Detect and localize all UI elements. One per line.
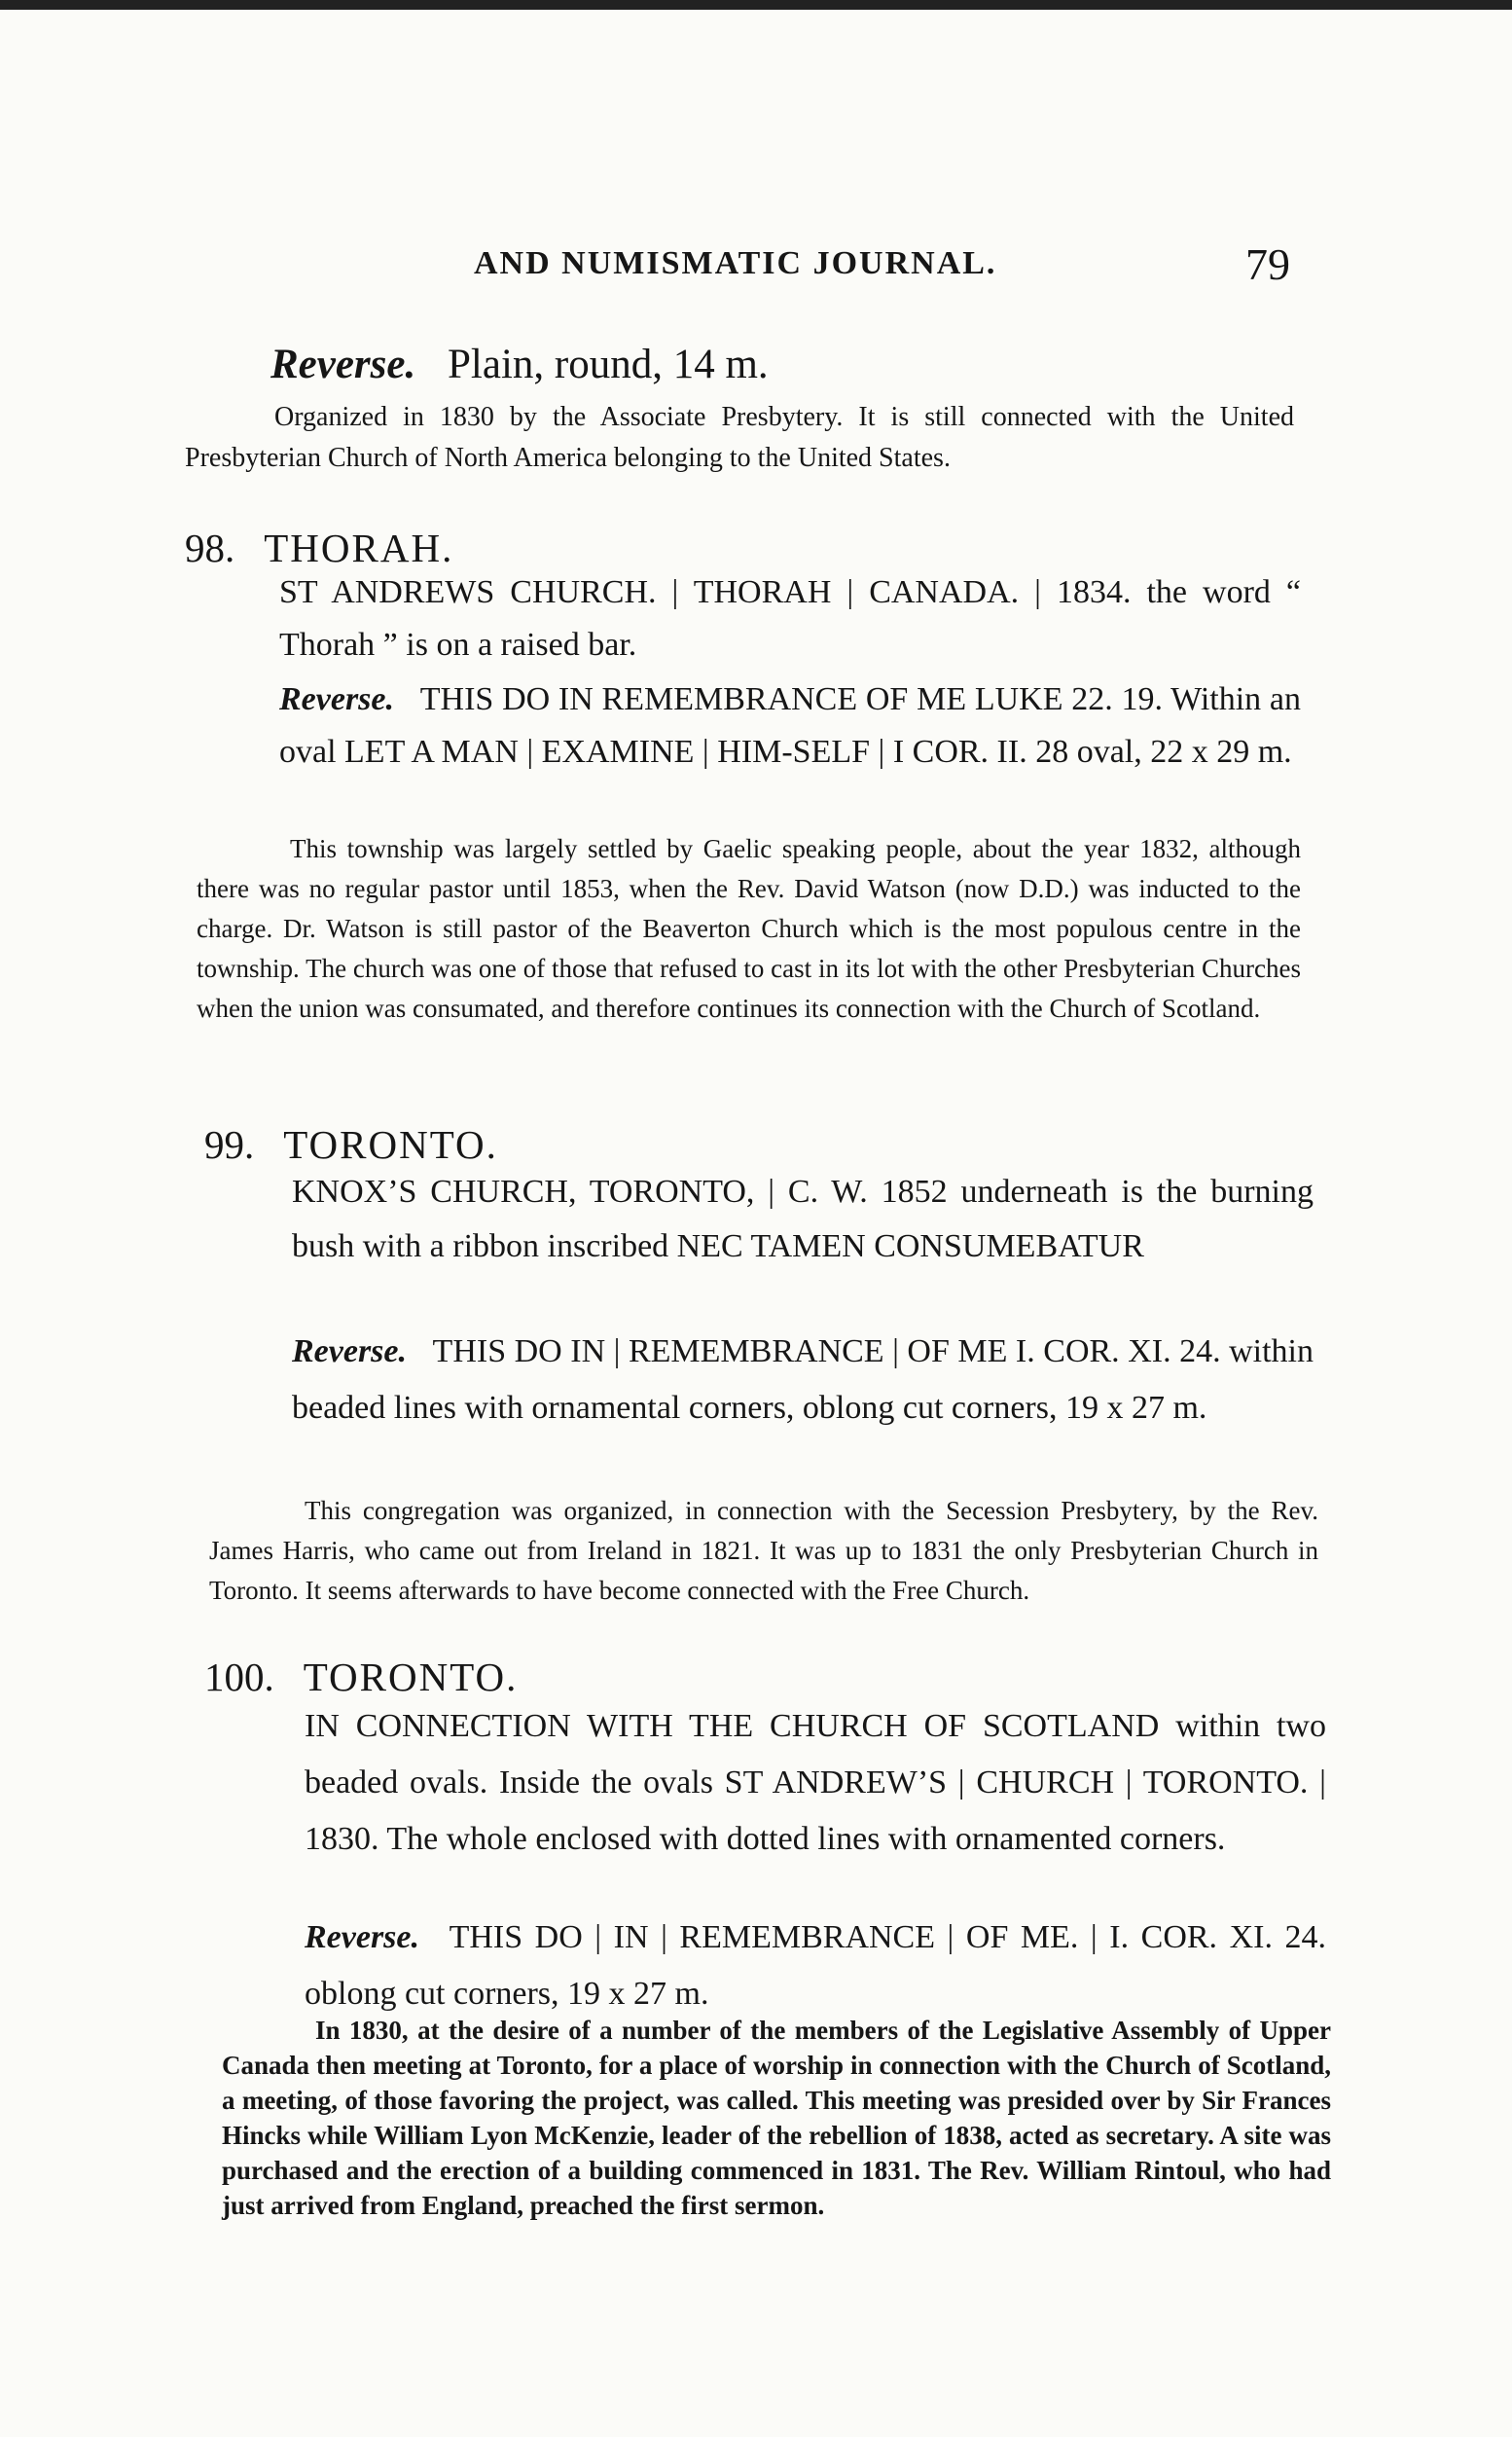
entry-98-obverse: ST ANDREWS CHURCH. | THORAH | CANADA. | 1834. the word “ Thorah ” is on a raised bar. [279, 574, 1301, 663]
reverse-label: Reverse. [270, 342, 416, 387]
entry-99-heading [204, 1117, 1275, 1172]
entry-98-note: This township was largely settled by Gaelic speaking people, about the year 1832, although there was no regular pastor until 1853, when the Rev. David Watson (now D.D.) was inducted to the charge. Dr. Watson is still pastor of the Beaverton Church which is the most populous centre in the township. The church was one of those that refused to cast in its lot with the other Presbyterian Churches when the union was consumated, and therefore continues its connection with the Church of Scotland. [197, 834, 1301, 1023]
entry-place: THORAH. [264, 526, 454, 570]
entry-100-heading [204, 1650, 1275, 1704]
intro-note: Organized in 1830 by the Associate Presbytery. It is still connected with the United Presbyterian Church of North America belonging to the United States. [185, 402, 1294, 473]
entry-100-obverse: IN CONNECTION WITH THE CHURCH OF SCOTLAND within two beaded ovals. Inside the ovals ST ANDREW’S | CHURCH | TORONTO. | 1830. The whole enclosed with dotted lines with ornamented corners. [305, 1708, 1326, 1857]
reverse-label: Reverse. [305, 1919, 420, 1955]
page-number: 79 [1245, 239, 1290, 289]
entry-number: 98. [185, 526, 235, 570]
entry-99-note: This congregation was organized, in connection with the Secession Presbytery, by the Rev. James Harris, who came out from Ireland in 1821. It was up to 1831 the only Presbyterian Church in Toronto. It seems afterwards to have become connected with the Free Church. [209, 1496, 1318, 1605]
entry-100-note: In 1830, at the desire of a number of the members of the Legislative Assembly of Upper Canada then meeting at Toronto, for a place of worship in connection with the Church of Scotland, a meeting, of those favoring the project, was called. This meeting was presided over by Sir Frances Hincks while William Lyon McKenzie, leader of the rebellion of 1838, acted as secretary. A site was purchased and the erection of a building commenced in 1831. The Rev. William Rintoul, who had just arrived from England, preached the first sermon. [222, 2016, 1331, 2220]
running-head: AND NUMISMATIC JOURNAL. [474, 245, 997, 281]
reverse-text: THIS DO | IN | REMEMBRANCE | OF ME. | I. COR. XI. 24. oblong cut corners, 19 x 27 m. [305, 1919, 1327, 2012]
entry-place: TORONTO. [303, 1655, 519, 1699]
reverse-text: THIS DO IN | REMEMBRANCE | OF ME I. COR. XI. 24. within beaded lines with ornamental corners, oblong cut corners, 19 x 27 m. [292, 1333, 1314, 1426]
entry-number: 99. [204, 1122, 255, 1167]
reverse-label: Reverse. [292, 1333, 408, 1369]
entry-100-reverse [305, 1910, 1326, 2022]
entry-99-reverse [292, 1324, 1314, 1437]
reverse-label: Reverse. [279, 681, 395, 717]
entry-98-reverse [279, 673, 1301, 779]
entry-place: TORONTO. [283, 1122, 498, 1167]
entry-number: 100. [204, 1655, 274, 1699]
entry-99-obverse: KNOX’S CHURCH, TORONTO, | C. W. 1852 underneath is the burning bush with a ribbon inscribed NEC TAMEN CONSUMEBATUR [292, 1174, 1314, 1264]
intro-reverse-line [270, 336, 1302, 394]
reverse-text: THIS DO IN REMEMBRANCE OF ME LUKE 22. 19. Within an oval LET A MAN | EXAMINE | HIM-SELF | I COR. II. 28 oval, 22 x 29 m. [279, 681, 1301, 770]
reverse-text: Plain, round, 14 m. [448, 342, 769, 387]
